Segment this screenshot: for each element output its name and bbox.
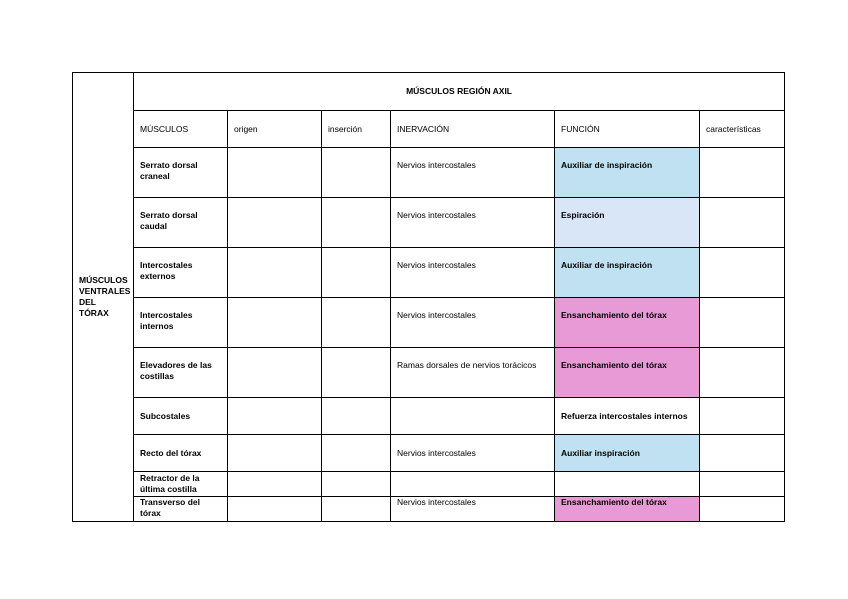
cell-funcion: Auxiliar de inspiración [555, 248, 700, 298]
title-row [73, 73, 785, 111]
cell-muscle: Serrato dorsal caudal [134, 198, 228, 248]
cell-caracteristicas [700, 472, 785, 497]
cell-insercion [322, 148, 391, 198]
cell-funcion [555, 472, 700, 497]
cell-insercion [322, 398, 391, 435]
cell-origen [228, 497, 322, 522]
cell-caracteristicas [700, 398, 785, 435]
table-title: MÚSCULOS REGIÓN AXIL [134, 73, 785, 111]
cell-caracteristicas [700, 348, 785, 398]
cell-insercion [322, 298, 391, 348]
cell-muscle: Retractor de la última costilla [134, 472, 228, 497]
cell-muscle: Subcostales [134, 398, 228, 435]
table-row [73, 435, 785, 472]
table-row [73, 497, 785, 522]
cell-muscle: Serrato dorsal craneal [134, 148, 228, 198]
cell-funcion: Ensanchamiento del tórax [555, 298, 700, 348]
table-row [73, 198, 785, 248]
cell-caracteristicas [700, 148, 785, 198]
cell-inervacion: Nervios intercostales [391, 435, 555, 472]
cell-muscle: Recto del tórax [134, 435, 228, 472]
cell-origen [228, 435, 322, 472]
cell-muscle: Intercostales internos [134, 298, 228, 348]
cell-inervacion: Nervios intercostales [391, 148, 555, 198]
muscles-table [72, 72, 785, 522]
table-row [73, 472, 785, 497]
cell-insercion [322, 435, 391, 472]
cell-inervacion [391, 398, 555, 435]
cell-insercion [322, 348, 391, 398]
cell-caracteristicas [700, 298, 785, 348]
header-insercion: inserción [322, 111, 391, 148]
cell-inervacion: Ramas dorsales de nervios torácicos [391, 348, 555, 398]
cell-inervacion: Nervios intercostales [391, 198, 555, 248]
cell-insercion [322, 198, 391, 248]
cell-insercion [322, 248, 391, 298]
cell-caracteristicas [700, 198, 785, 248]
cell-funcion: Auxiliar de inspiración [555, 148, 700, 198]
cell-origen [228, 298, 322, 348]
cell-inervacion: Nervios intercostales [391, 298, 555, 348]
cell-origen [228, 472, 322, 497]
side-label: MÚSCULOS VENTRALES DEL TÓRAX [73, 73, 134, 522]
cell-caracteristicas [700, 497, 785, 522]
cell-origen [228, 198, 322, 248]
header-inervacion: INERVACIÓN [391, 111, 555, 148]
table-row [73, 348, 785, 398]
table-row [73, 398, 785, 435]
cell-inervacion [391, 472, 555, 497]
header-caracteristicas: características [700, 111, 785, 148]
cell-insercion [322, 472, 391, 497]
cell-origen [228, 148, 322, 198]
cell-funcion: Ensanchamiento del tórax [555, 348, 700, 398]
cell-caracteristicas [700, 435, 785, 472]
cell-funcion: Espiración [555, 198, 700, 248]
header-musculos: MÚSCULOS [134, 111, 228, 148]
cell-inervacion: Nervios intercostales [391, 248, 555, 298]
cell-muscle: Elevadores de las costillas [134, 348, 228, 398]
cell-caracteristicas [700, 248, 785, 298]
cell-muscle: Transverso del tórax [134, 497, 228, 522]
table-row [73, 148, 785, 198]
header-row [73, 111, 785, 148]
cell-origen [228, 398, 322, 435]
cell-muscle: Intercostales externos [134, 248, 228, 298]
header-origen: origen [228, 111, 322, 148]
cell-origen [228, 248, 322, 298]
cell-funcion: Ensanchamiento del tórax [555, 497, 700, 522]
table-row [73, 248, 785, 298]
table-row [73, 298, 785, 348]
cell-funcion: Refuerza intercostales internos [555, 398, 700, 435]
cell-origen [228, 348, 322, 398]
cell-funcion: Auxiliar inspiración [555, 435, 700, 472]
header-funcion: FUNCIÓN [555, 111, 700, 148]
cell-insercion [322, 497, 391, 522]
cell-inervacion: Nervios intercostales [391, 497, 555, 522]
